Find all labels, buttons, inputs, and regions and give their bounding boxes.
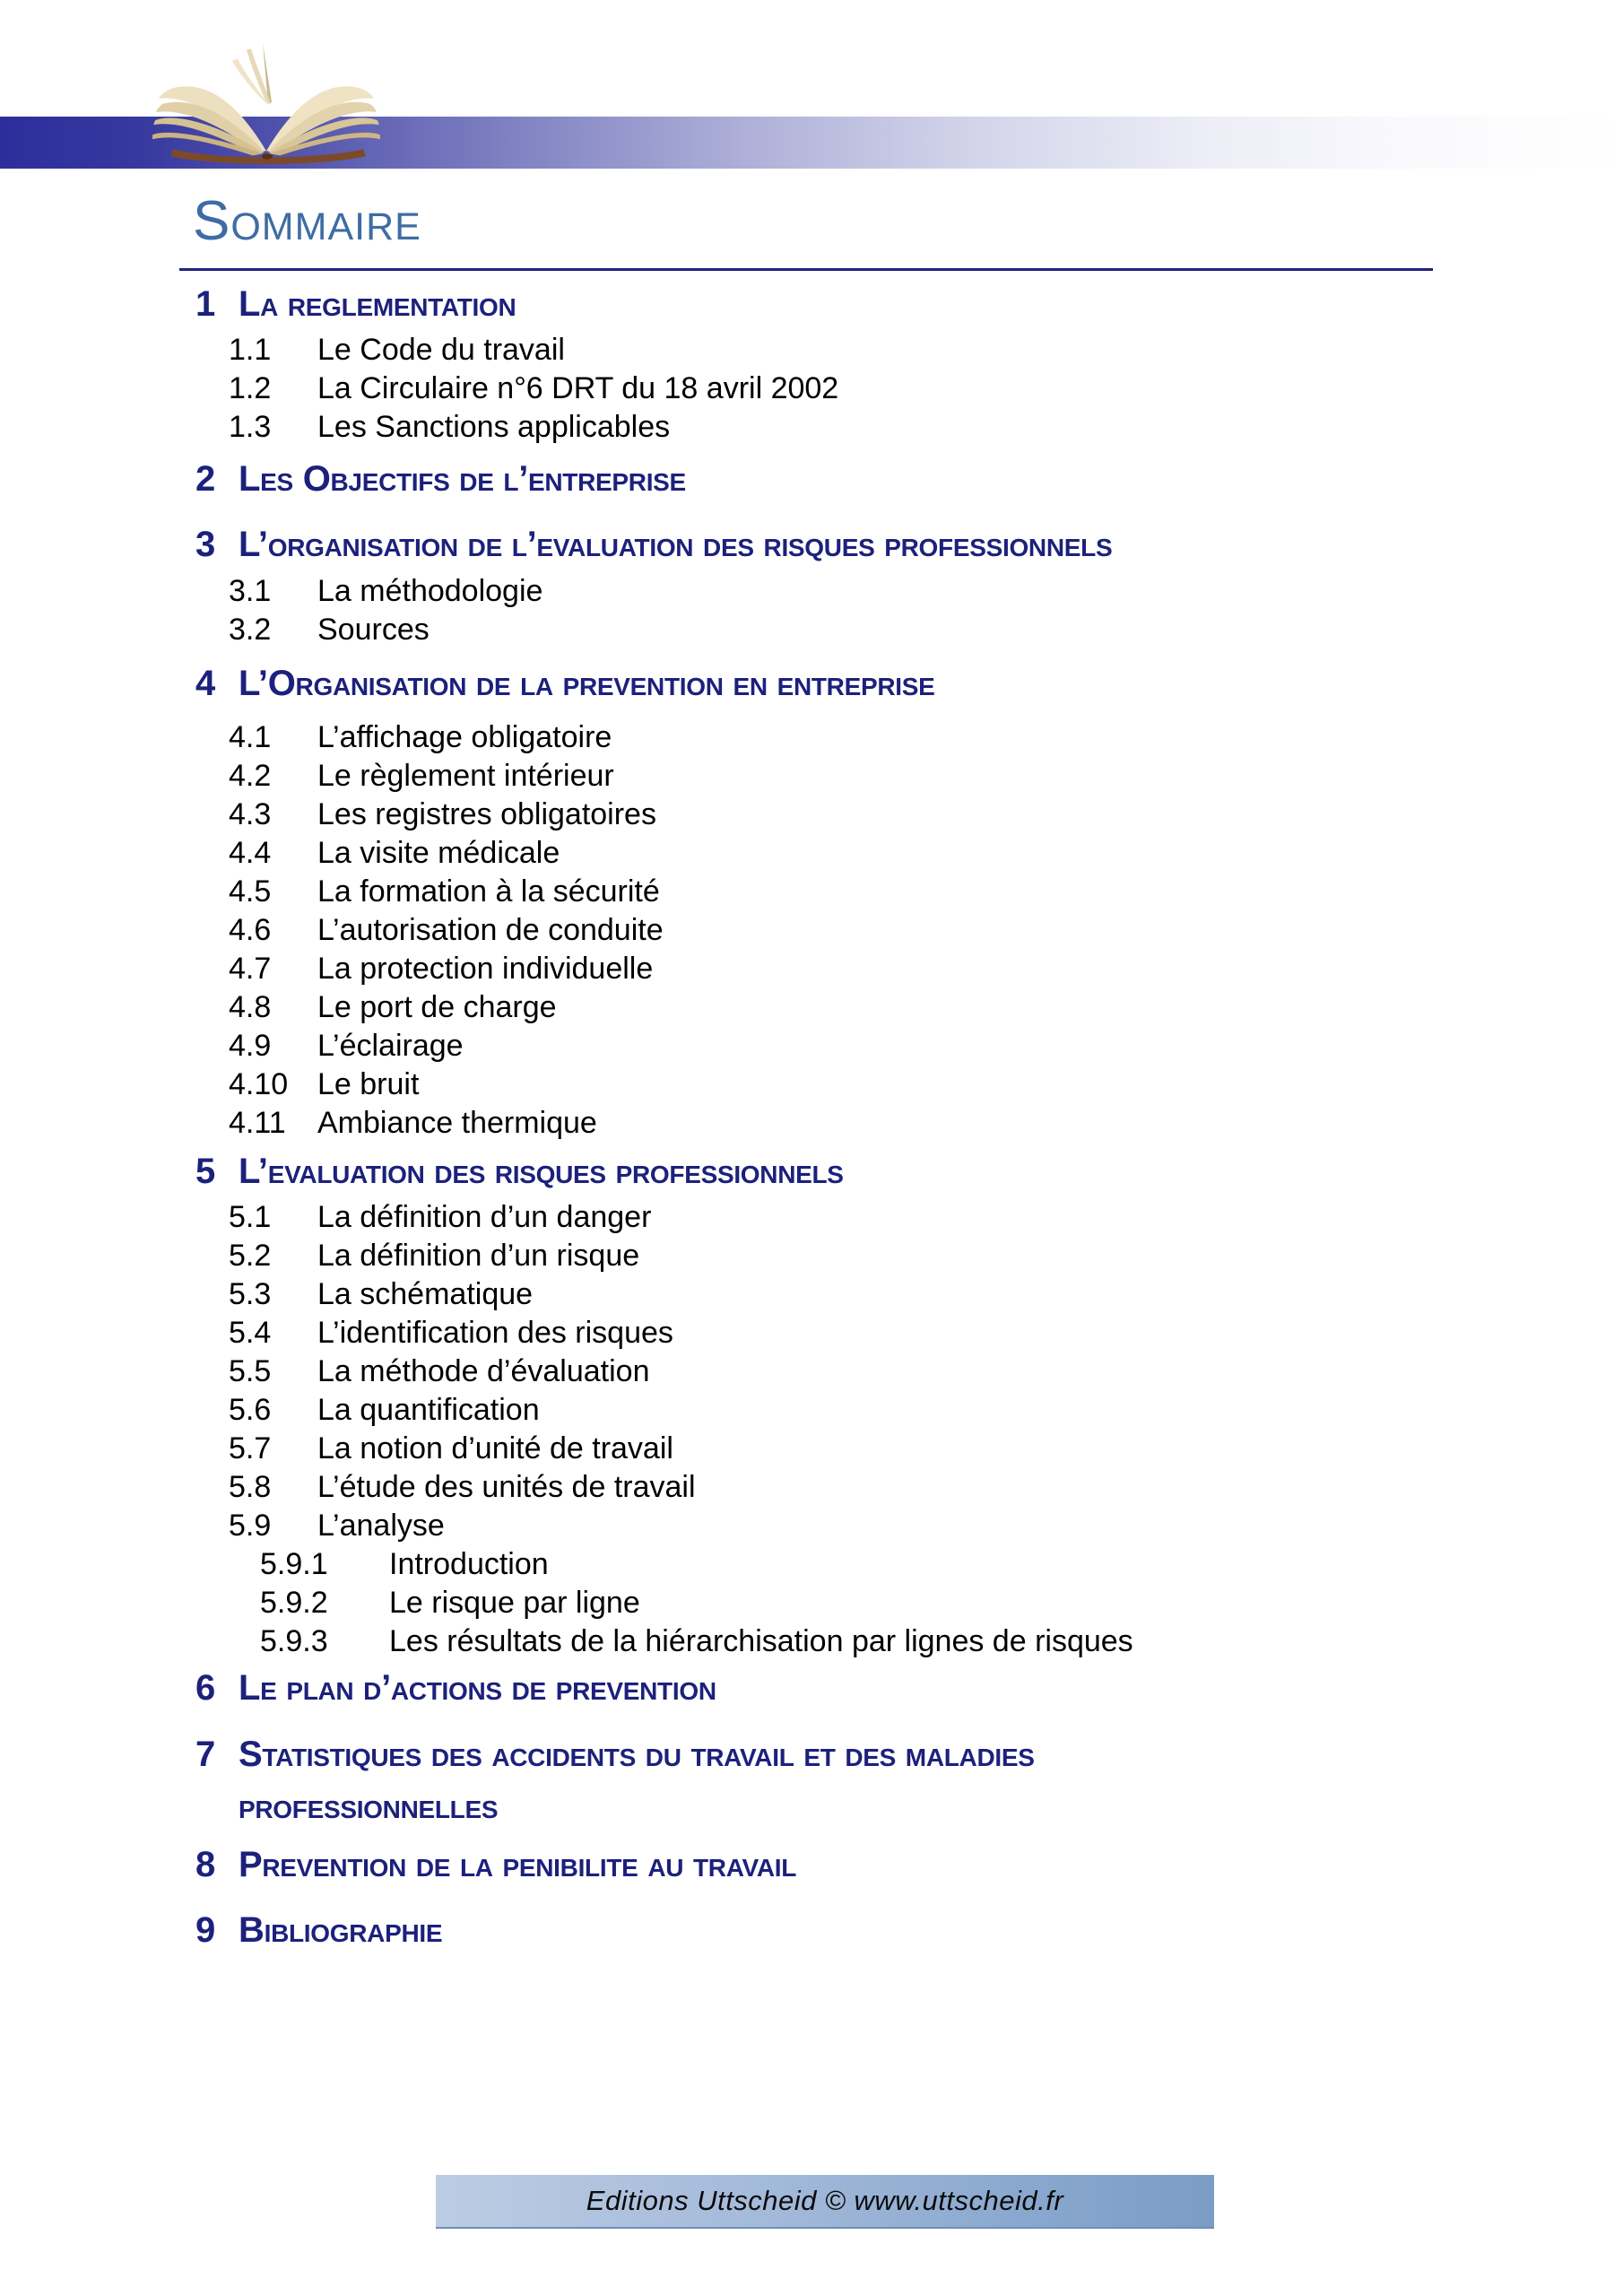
toc-entry-number: 4 [195,664,215,703]
toc-entry-label: La protection individuelle [317,952,654,986]
toc-entry-label: L’affichage obligatoire [317,720,612,754]
toc-entry-label: La méthodologie [317,574,543,608]
toc-entry-5-1 [0,1198,1623,1237]
toc-entry-5-9 [0,1507,1623,1545]
toc-entry-2 [0,457,1623,500]
toc-entry-label: Les registres obligatoires [317,797,656,831]
toc-entry-label: L’identification des risques [317,1316,673,1350]
toc-entry-number: 4.3 [229,797,272,831]
toc-entry-label: La formation à la sécurité [317,874,660,909]
toc-entry-1-2 [0,370,1623,408]
toc-entry-label: Les résultats de la hiérarchisation par lignes de risques [389,1624,1133,1658]
toc-entry-label: La méthode d’évaluation [317,1354,650,1388]
toc-entry-label: Ambiance thermique [317,1106,597,1140]
toc-entry-number: 4.9 [229,1029,272,1063]
toc-entry-4-3 [0,796,1623,834]
toc-entry-label: La visite médicale [317,836,560,870]
toc-entry-label: La définition d’un danger [317,1200,652,1234]
open-book-image [146,39,390,169]
toc-entry-label: Le Code du travail [317,333,565,367]
toc-entry-label: La reglementation [239,284,516,324]
page-title: Sommaire [193,190,421,252]
toc-entry-number: 1.2 [229,371,272,405]
toc-entry-5-8 [0,1468,1623,1507]
toc-entry-9 [0,1909,1623,1952]
toc-entry-4-5 [0,873,1623,911]
toc-entry-number: 4.5 [229,874,272,909]
toc-entry-number: 5 [195,1152,215,1191]
toc-entry-4-2 [0,757,1623,796]
toc-entry-5-3 [0,1275,1623,1314]
toc-entry-label: Introduction [389,1547,549,1581]
toc-entry-label: L’éclairage [317,1029,464,1063]
toc-entry-number: 4.4 [229,836,272,870]
toc-entry-5-6 [0,1391,1623,1430]
toc-entry-label: Le risque par ligne [389,1586,640,1620]
toc-entry-3-1 [0,572,1623,611]
footer-text: Editions Uttscheid © www.uttscheid.fr [586,2185,1064,2216]
toc-entry-label: Le bruit [317,1067,420,1101]
toc-entry-number: 6 [195,1668,215,1708]
toc-entry-label: Les Objectifs de l’entreprise [239,459,686,499]
book-spine [262,153,273,159]
toc-entry-number: 9 [195,1910,215,1950]
toc-entry-number: 1 [195,284,215,324]
toc-entry-5-7 [0,1430,1623,1468]
toc-entry-label: Bibliographie [239,1910,443,1950]
toc-entry-1-3 [0,408,1623,447]
toc-entry-5-4 [0,1314,1623,1352]
toc-entry-number: 5.6 [229,1393,272,1427]
toc-entry-number: 5.9 [229,1509,272,1543]
toc-entry-label: La notion d’unité de travail [317,1431,673,1465]
toc-entry-5-9-2 [0,1584,1623,1622]
toc-entry-number: 8 [195,1845,215,1884]
toc-entry-number: 3.2 [229,613,272,647]
toc-entry-label: La schématique [317,1277,534,1311]
toc-entry-3-2 [0,611,1623,649]
toc-entry-4-11 [0,1104,1623,1143]
toc-entry-number: 3 [195,525,215,564]
toc-entry-number: 4.11 [229,1106,286,1140]
toc-entry-label: Le règlement intérieur [317,759,614,793]
toc-entry-number: 4.2 [229,759,272,793]
toc-content [0,169,1623,1952]
book-page [232,59,269,105]
toc-entry-label: L’analyse [317,1509,445,1543]
toc-entry-number: 5.2 [229,1239,272,1273]
toc-entry-5-9-3 [0,1622,1623,1661]
toc-entry-number: 5.9.1 [260,1547,328,1581]
toc-entry-label: Sources [317,613,430,647]
toc-entry-4-7 [0,950,1623,988]
toc-entry-4-1 [0,718,1623,757]
toc-entry-1-1 [0,331,1623,370]
toc-entry-label: La quantification [317,1393,540,1427]
toc-entry-label: La Circulaire n°6 DRT du 18 avril 2002 [317,371,839,405]
toc-entry-label: Statistiques des accidents du travail et des maladies professionnelles [239,1735,1035,1826]
toc-entry-number: 5.9.3 [260,1624,328,1658]
toc-entry-4-4 [0,834,1623,873]
toc-entry-3 [0,523,1623,566]
toc-entry-number: 7 [195,1735,215,1774]
title-divider [179,268,1433,271]
toc-entry-number: 5.8 [229,1470,272,1504]
toc-entry-number: 2 [195,459,215,499]
toc-entry-label: Prevention de la penibilite au travail [239,1845,797,1884]
toc-entry-label: L’autorisation de conduite [317,913,664,947]
toc-entry-number: 1.3 [229,410,272,444]
toc-entry-label: L’organisation de l’evaluation des risques professionnels [239,525,1113,564]
toc-entry-label: L’evaluation des risques professionnels [239,1152,844,1191]
toc-entry-7 [0,1728,1623,1832]
toc-entry-label: Le plan d’actions de prevention [239,1668,716,1708]
toc-entry-4-8 [0,988,1623,1027]
toc-entry-5-5 [0,1352,1623,1391]
toc-entry-6 [0,1666,1623,1709]
toc-entry-label: Les Sanctions applicables [317,410,671,444]
toc-entry-5-9-1 [0,1545,1623,1584]
toc-entry-4-10 [0,1065,1623,1104]
toc-entry-8 [0,1843,1623,1886]
toc-entry-5-2 [0,1237,1623,1275]
toc-entry-label: L’Organisation de la prevention en entreprise [239,664,935,703]
toc-entry-1 [0,283,1623,326]
toc-entry-number: 4.7 [229,952,272,986]
toc-entry-number: 5.5 [229,1354,272,1388]
toc-entry-label: L’étude des unités de travail [317,1470,696,1504]
toc-entry-number: 5.9.2 [260,1586,328,1620]
toc-entry-number: 5.4 [229,1316,272,1350]
toc-entry-number: 4.10 [229,1067,289,1101]
toc-entry-number: 4.1 [229,720,272,754]
toc-entry-number: 5.3 [229,1277,272,1311]
toc-entry-4-6 [0,911,1623,950]
toc-entry-5 [0,1150,1623,1193]
toc-entry-4 [0,662,1623,705]
toc-entry-number: 1.1 [229,333,272,367]
toc-entry-number: 4.6 [229,913,272,947]
footer-banner [436,2175,1214,2229]
toc-entry-label: Le port de charge [317,990,557,1024]
toc-entry-number: 5.7 [229,1431,272,1465]
toc-entry-4-9 [0,1027,1623,1065]
toc-entry-number: 3.1 [229,574,272,608]
toc-entry-label: La définition d’un risque [317,1239,640,1273]
toc-entry-number: 4.8 [229,990,272,1024]
toc-entry-number: 5.1 [229,1200,272,1234]
